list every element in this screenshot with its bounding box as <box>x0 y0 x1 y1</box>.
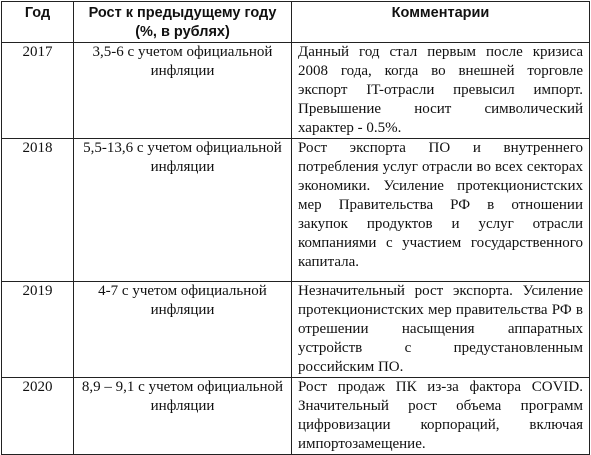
cell-year: 2018 <box>2 139 74 282</box>
header-row <box>2 2 590 43</box>
cell-year: 2020 <box>2 378 74 455</box>
table-row <box>2 43 590 139</box>
table-row <box>2 139 590 282</box>
cell-growth: 3,5-6 с учетом официальной инфляции <box>74 43 292 139</box>
it-growth-table <box>1 1 590 455</box>
cell-year: 2017 <box>2 43 74 139</box>
cell-year: 2019 <box>2 282 74 378</box>
cell-comment: Данный год стал первым после кризиса 2008 года, когда во внешней торговле экспорт IT-отрасли превысил импорт. Превышение носит символический характер - 0.5%. <box>292 43 590 139</box>
table-body <box>2 43 590 455</box>
table-header <box>2 2 590 43</box>
header-year: Год <box>2 2 74 43</box>
cell-growth: 8,9 – 9,1 с учетом официальной инфляции <box>74 378 292 455</box>
cell-comment: Незначительный рост экспорта. Усиление протекционистских мер правительства РФ в отрешении насыщения аппаратных устройств с предустановленным российским ПО. <box>292 282 590 378</box>
cell-comment: Рост экспорта ПО и внутреннего потребления услуг отрасли во всех секторах экономики. Усиление протекционистских мер Правительства РФ в отношении закупок продуктов и услуг отрасли компаниями с участием государственного капитала. <box>292 139 590 282</box>
header-comments: Комментарии <box>292 2 590 43</box>
table-row <box>2 282 590 378</box>
cell-growth: 4-7 с учетом официальной инфляции <box>74 282 292 378</box>
header-growth: Рост к предыдущему году (%, в рублях) <box>74 2 292 43</box>
cell-growth: 5,5-13,6 с учетом официальной инфляции <box>74 139 292 282</box>
cell-comment: Рост продаж ПК из-за фактора COVID. Значительный рост объема программ цифровизации корпораций, включая импортозамещение. <box>292 378 590 455</box>
